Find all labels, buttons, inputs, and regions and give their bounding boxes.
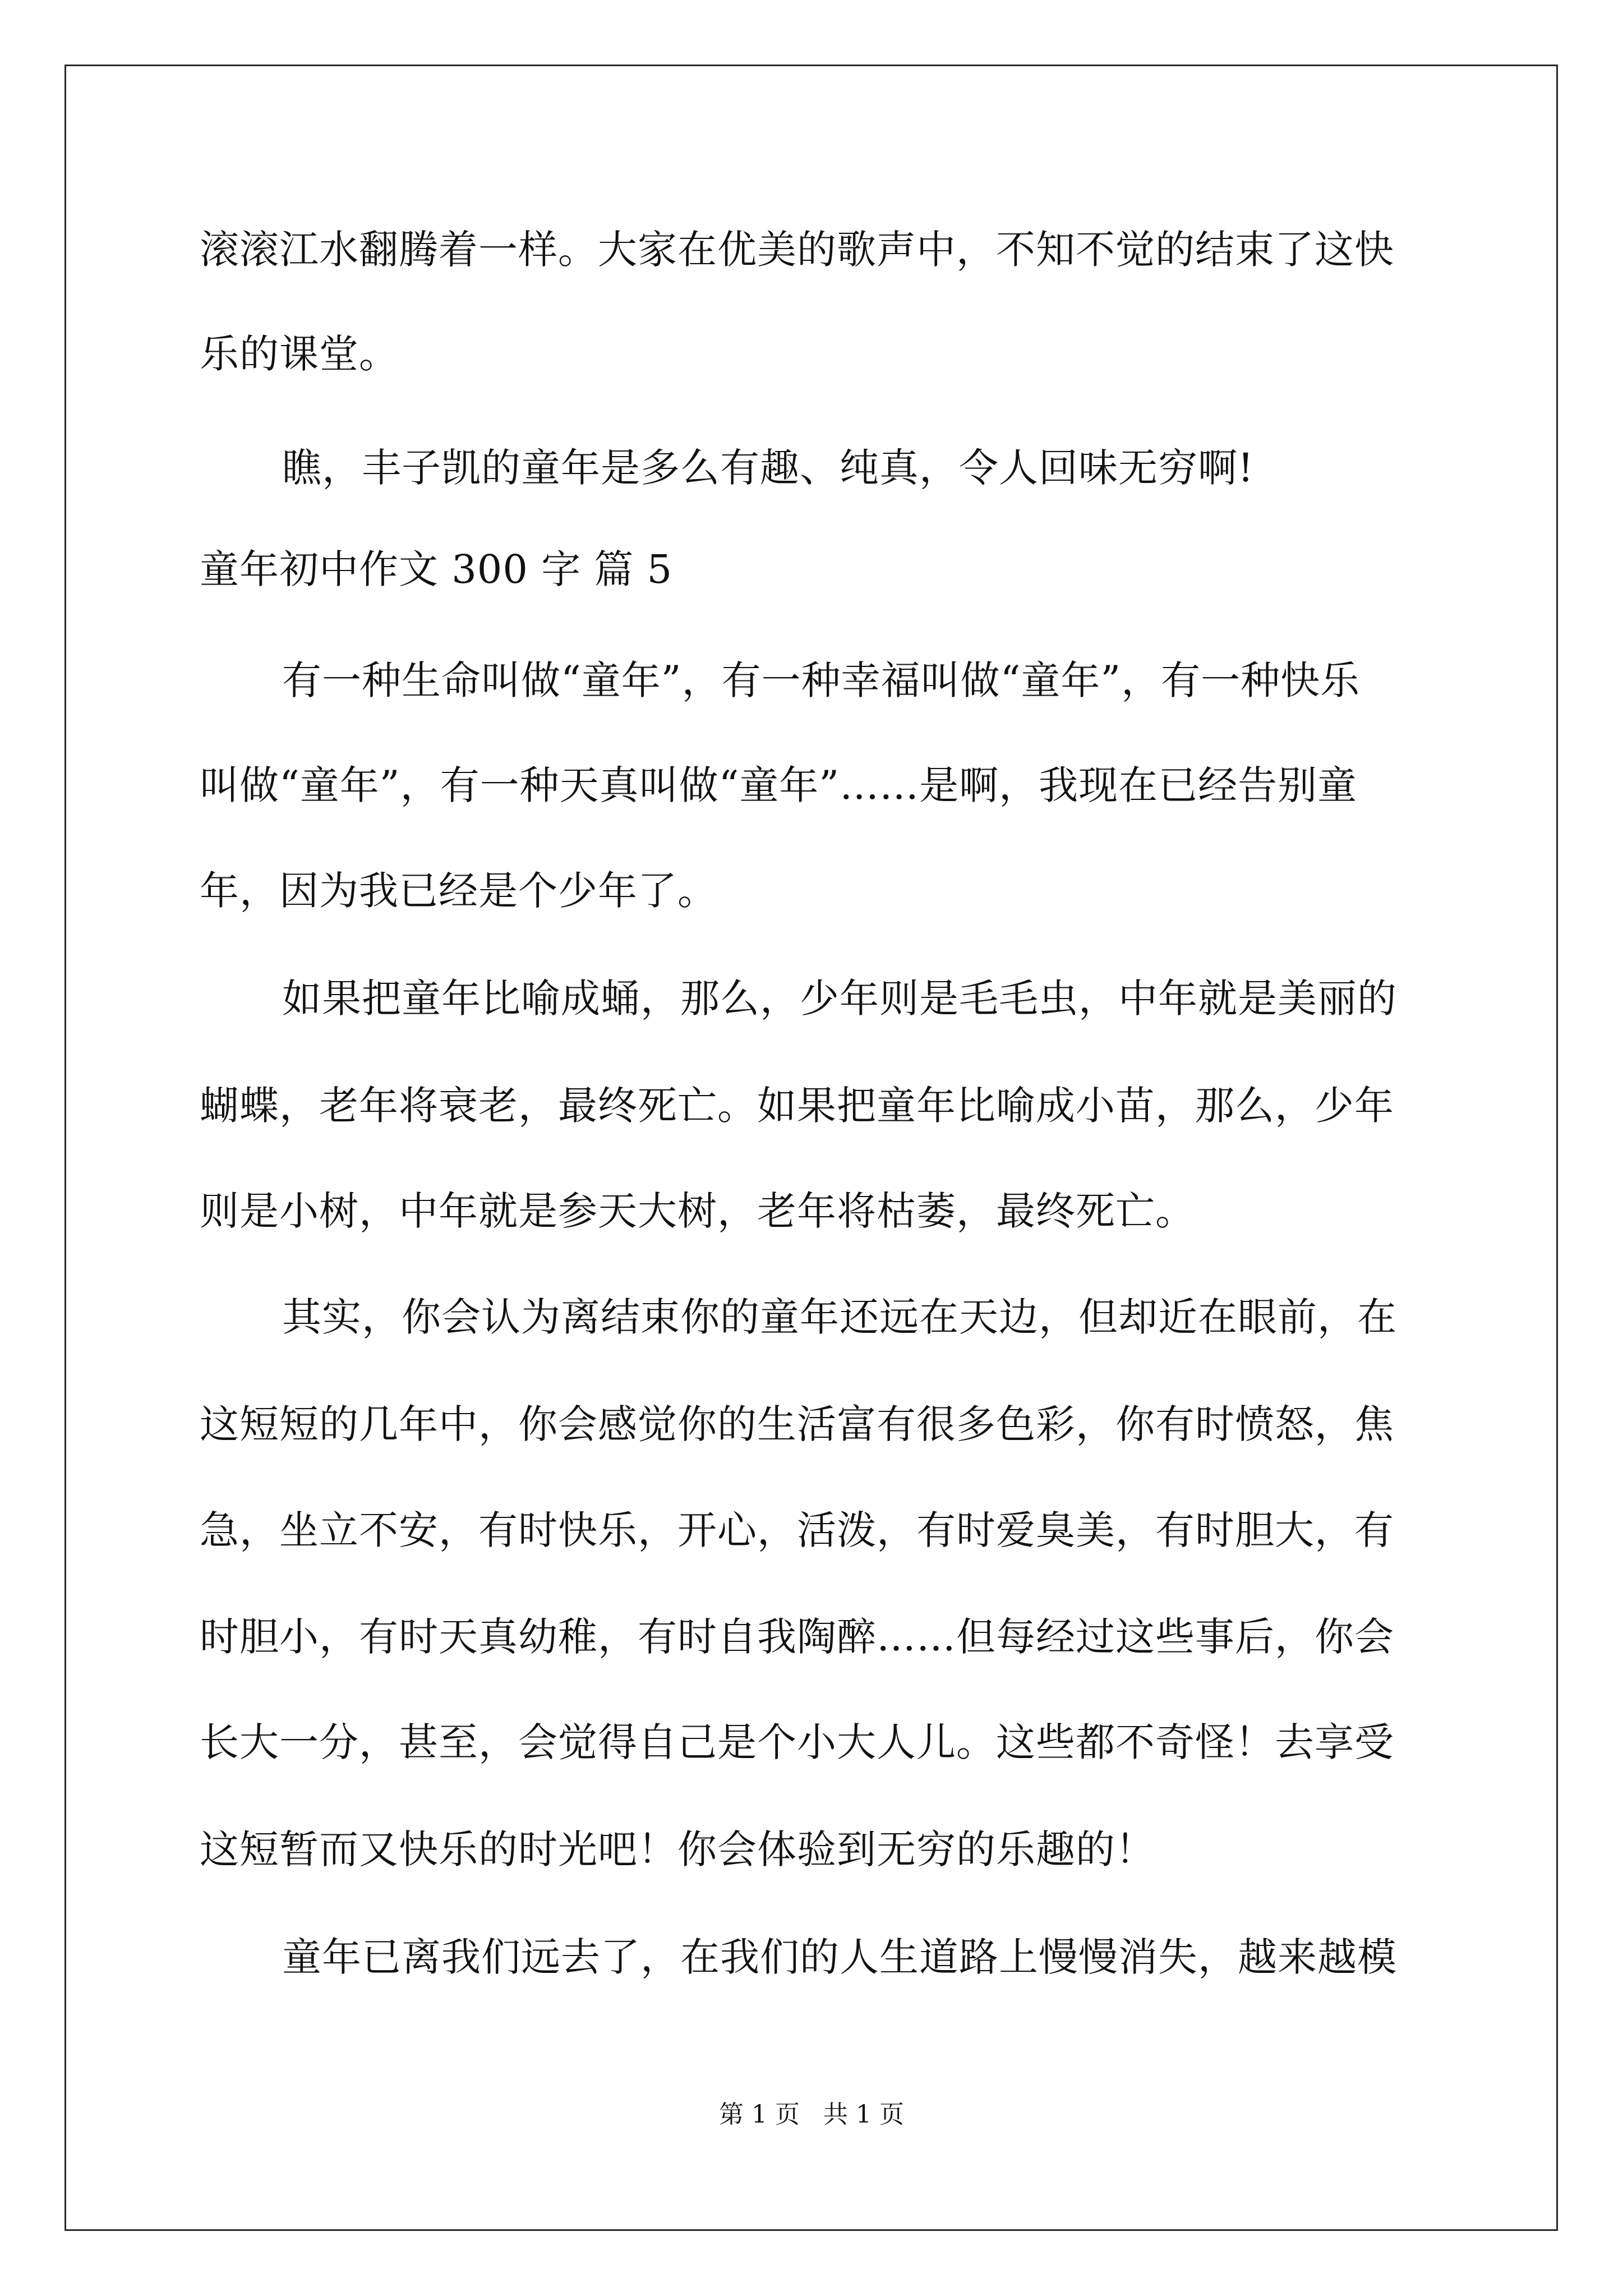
text-line: 急，坐立不安，有时快乐，开心，活泼，有时爱臭美，有时胆大，有 bbox=[200, 1507, 1394, 1553]
text-line: 年，因为我已经是个少年了。 bbox=[200, 868, 717, 914]
text-line: 长大一分，甚至，会觉得自己是个小大人儿。这些都不奇怪！去享受 bbox=[200, 1719, 1394, 1765]
text-line: 其实，你会认为离结束你的童年还远在天边，但却近在眼前，在 bbox=[282, 1294, 1397, 1340]
text-line: 则是小树，中年就是参天大树，老年将枯萎，最终死亡。 bbox=[200, 1188, 1195, 1234]
text-line: 滚滚江水翻腾着一样。大家在优美的歌声中，不知不觉的结束了这快 bbox=[200, 227, 1394, 273]
text-line: 时胆小，有时天真幼稚，有时自我陶醉……但每经过这些事后，你会 bbox=[200, 1614, 1394, 1660]
page-number-footer: 第 1 页 共 1 页 bbox=[719, 2100, 904, 2129]
text-line: 如果把童年比喻成蛹，那么，少年则是毛毛虫，中年就是美丽的 bbox=[282, 976, 1397, 1022]
text-line: 童年已离我们远去了，在我们的人生道路上慢慢消失，越来越模 bbox=[282, 1934, 1397, 1980]
text-line: 这短短的几年中，你会感觉你的生活富有很多色彩，你有时愤怒，焦 bbox=[200, 1401, 1394, 1447]
page-border bbox=[64, 65, 1558, 2231]
text-line: 瞧，丰子凯的童年是多么有趣、纯真，令人回味无穷啊! bbox=[282, 445, 1255, 491]
text-line: 蝴蝶，老年将衰老，最终死亡。如果把童年比喻成小苗，那么，少年 bbox=[200, 1083, 1394, 1129]
section-heading: 童年初中作文 300 字 篇 5 bbox=[200, 546, 673, 592]
text-line: 有一种生命叫做“童年”，有一种幸福叫做“童年”，有一种快乐 bbox=[282, 657, 1361, 703]
text-line: 这短暂而又快乐的时光吧！你会体验到无穷的乐趣的！ bbox=[200, 1826, 1155, 1872]
text-line: 乐的课堂。 bbox=[200, 331, 399, 377]
text-line: 叫做“童年”，有一种天真叫做“童年”……是啊，我现在已经告别童 bbox=[200, 762, 1358, 808]
